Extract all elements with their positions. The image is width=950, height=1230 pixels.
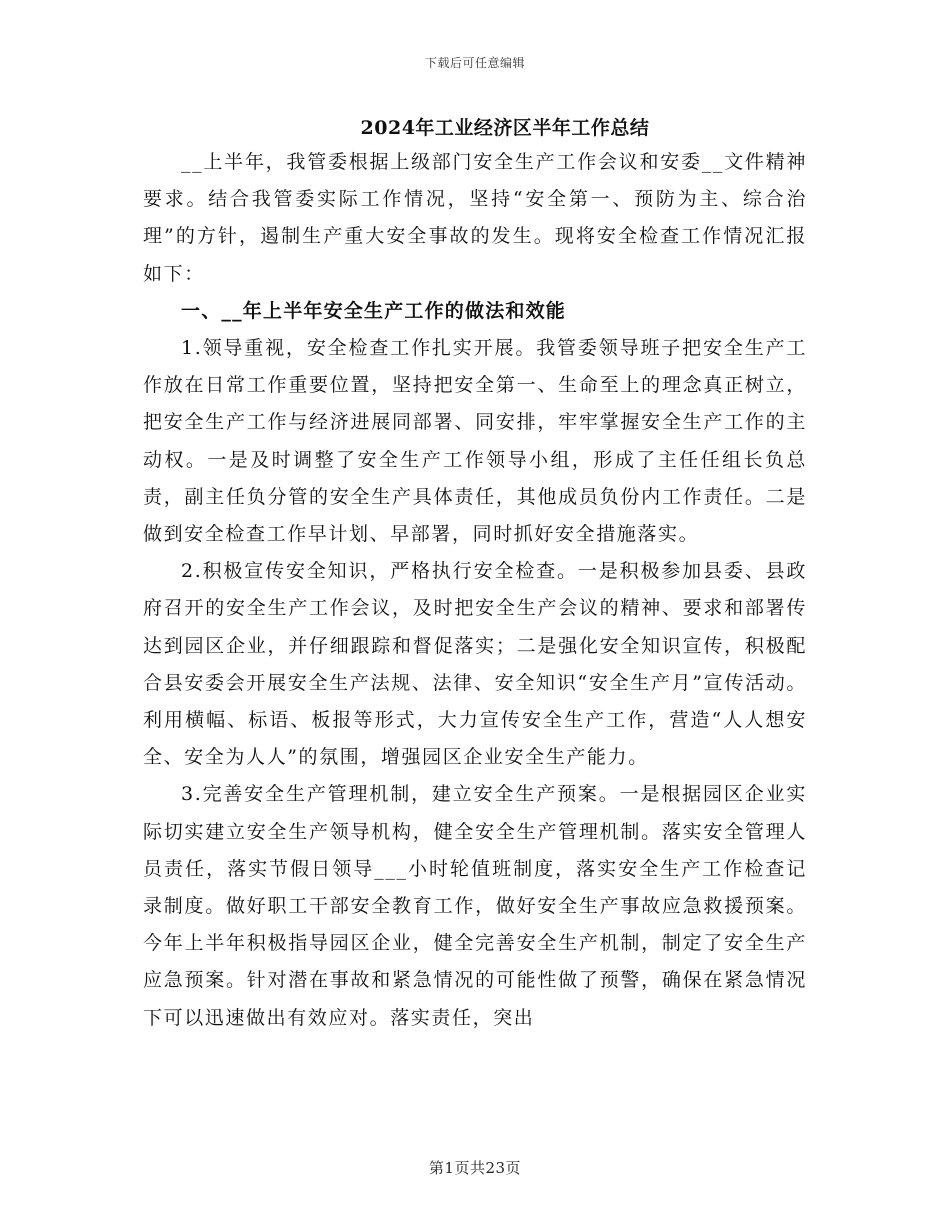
page-header-note: 下载后可任意编辑 (424, 56, 525, 70)
body-paragraph-3: 3.完善安全生产管理机制，建立安全生产预案。一是根据园区企业实际切实建立安全生产领导机构，健全安全生产管理机制。落实安全管理人员责任，落实节假日领导___小时轮值班制度，落实安全生产工作检查记录制度。做好职工干部安全教育工作，做好安全生产事故应急救援预案。今年上半年积极指导园区企业，健全完善安全生产机制，制定了安全生产应急预案。针对潜在事故和紧急情况的可能性做了预警，确保在紧急情况下可以迅速做出有效应对。落实责任，突出 (143, 783, 807, 1029)
body-paragraph-2: 2.积极宣传安全知识，严格执行安全检查。一是积极参加县委、县政府召开的安全生产工作会议，及时把安全生产会议的精神、要求和部署传达到园区企业，并仔细跟踪和督促落实；二是强化安全知识宣传，积极配合县安委会开展安全生产法规、法律、安全知识“安全生产月”宣传活动。利用横幅、标语、板报等形式，大力宣传安全生产工作，营造“人人想安全、安全为人人”的氛围，增强园区企业安全生产能力。 (143, 560, 807, 769)
section-heading: 一、__年上半年安全生产工作的做法和效能 (181, 299, 567, 322)
page-number-footer: 第1页共23页 (428, 1159, 522, 1177)
document-title: 2024年工业经济区半年工作总结 (360, 117, 650, 139)
document-body (143, 112, 807, 1037)
body-paragraph-1: 1.领导重视，安全检查工作扎实开展。我管委领导班子把安全生产工作放在日常工作重要位置，坚持把安全第一、生命至上的理念真正树立，把安全生产工作与经济进展同部署、同安排，牢牢掌握安全生产工作的主动权。一是及时调整了安全生产工作领导小组，形成了主任任组长负总责，副主任负分管的安全生产具体责任，其他成员负份内工作责任。二是做到安全检查工作早计划、早部署，同时抓好安全措施落实。 (143, 337, 807, 546)
intro-paragraph: __上半年，我管委根据上级部门安全生产工作会议和安委__文件精神要求。结合我管委实际工作情况，坚持“安全第一、预防为主、综合治理”的方针，遏制生产重大安全事故的发生。现将安全检查工作情况汇报如下： (143, 151, 807, 285)
